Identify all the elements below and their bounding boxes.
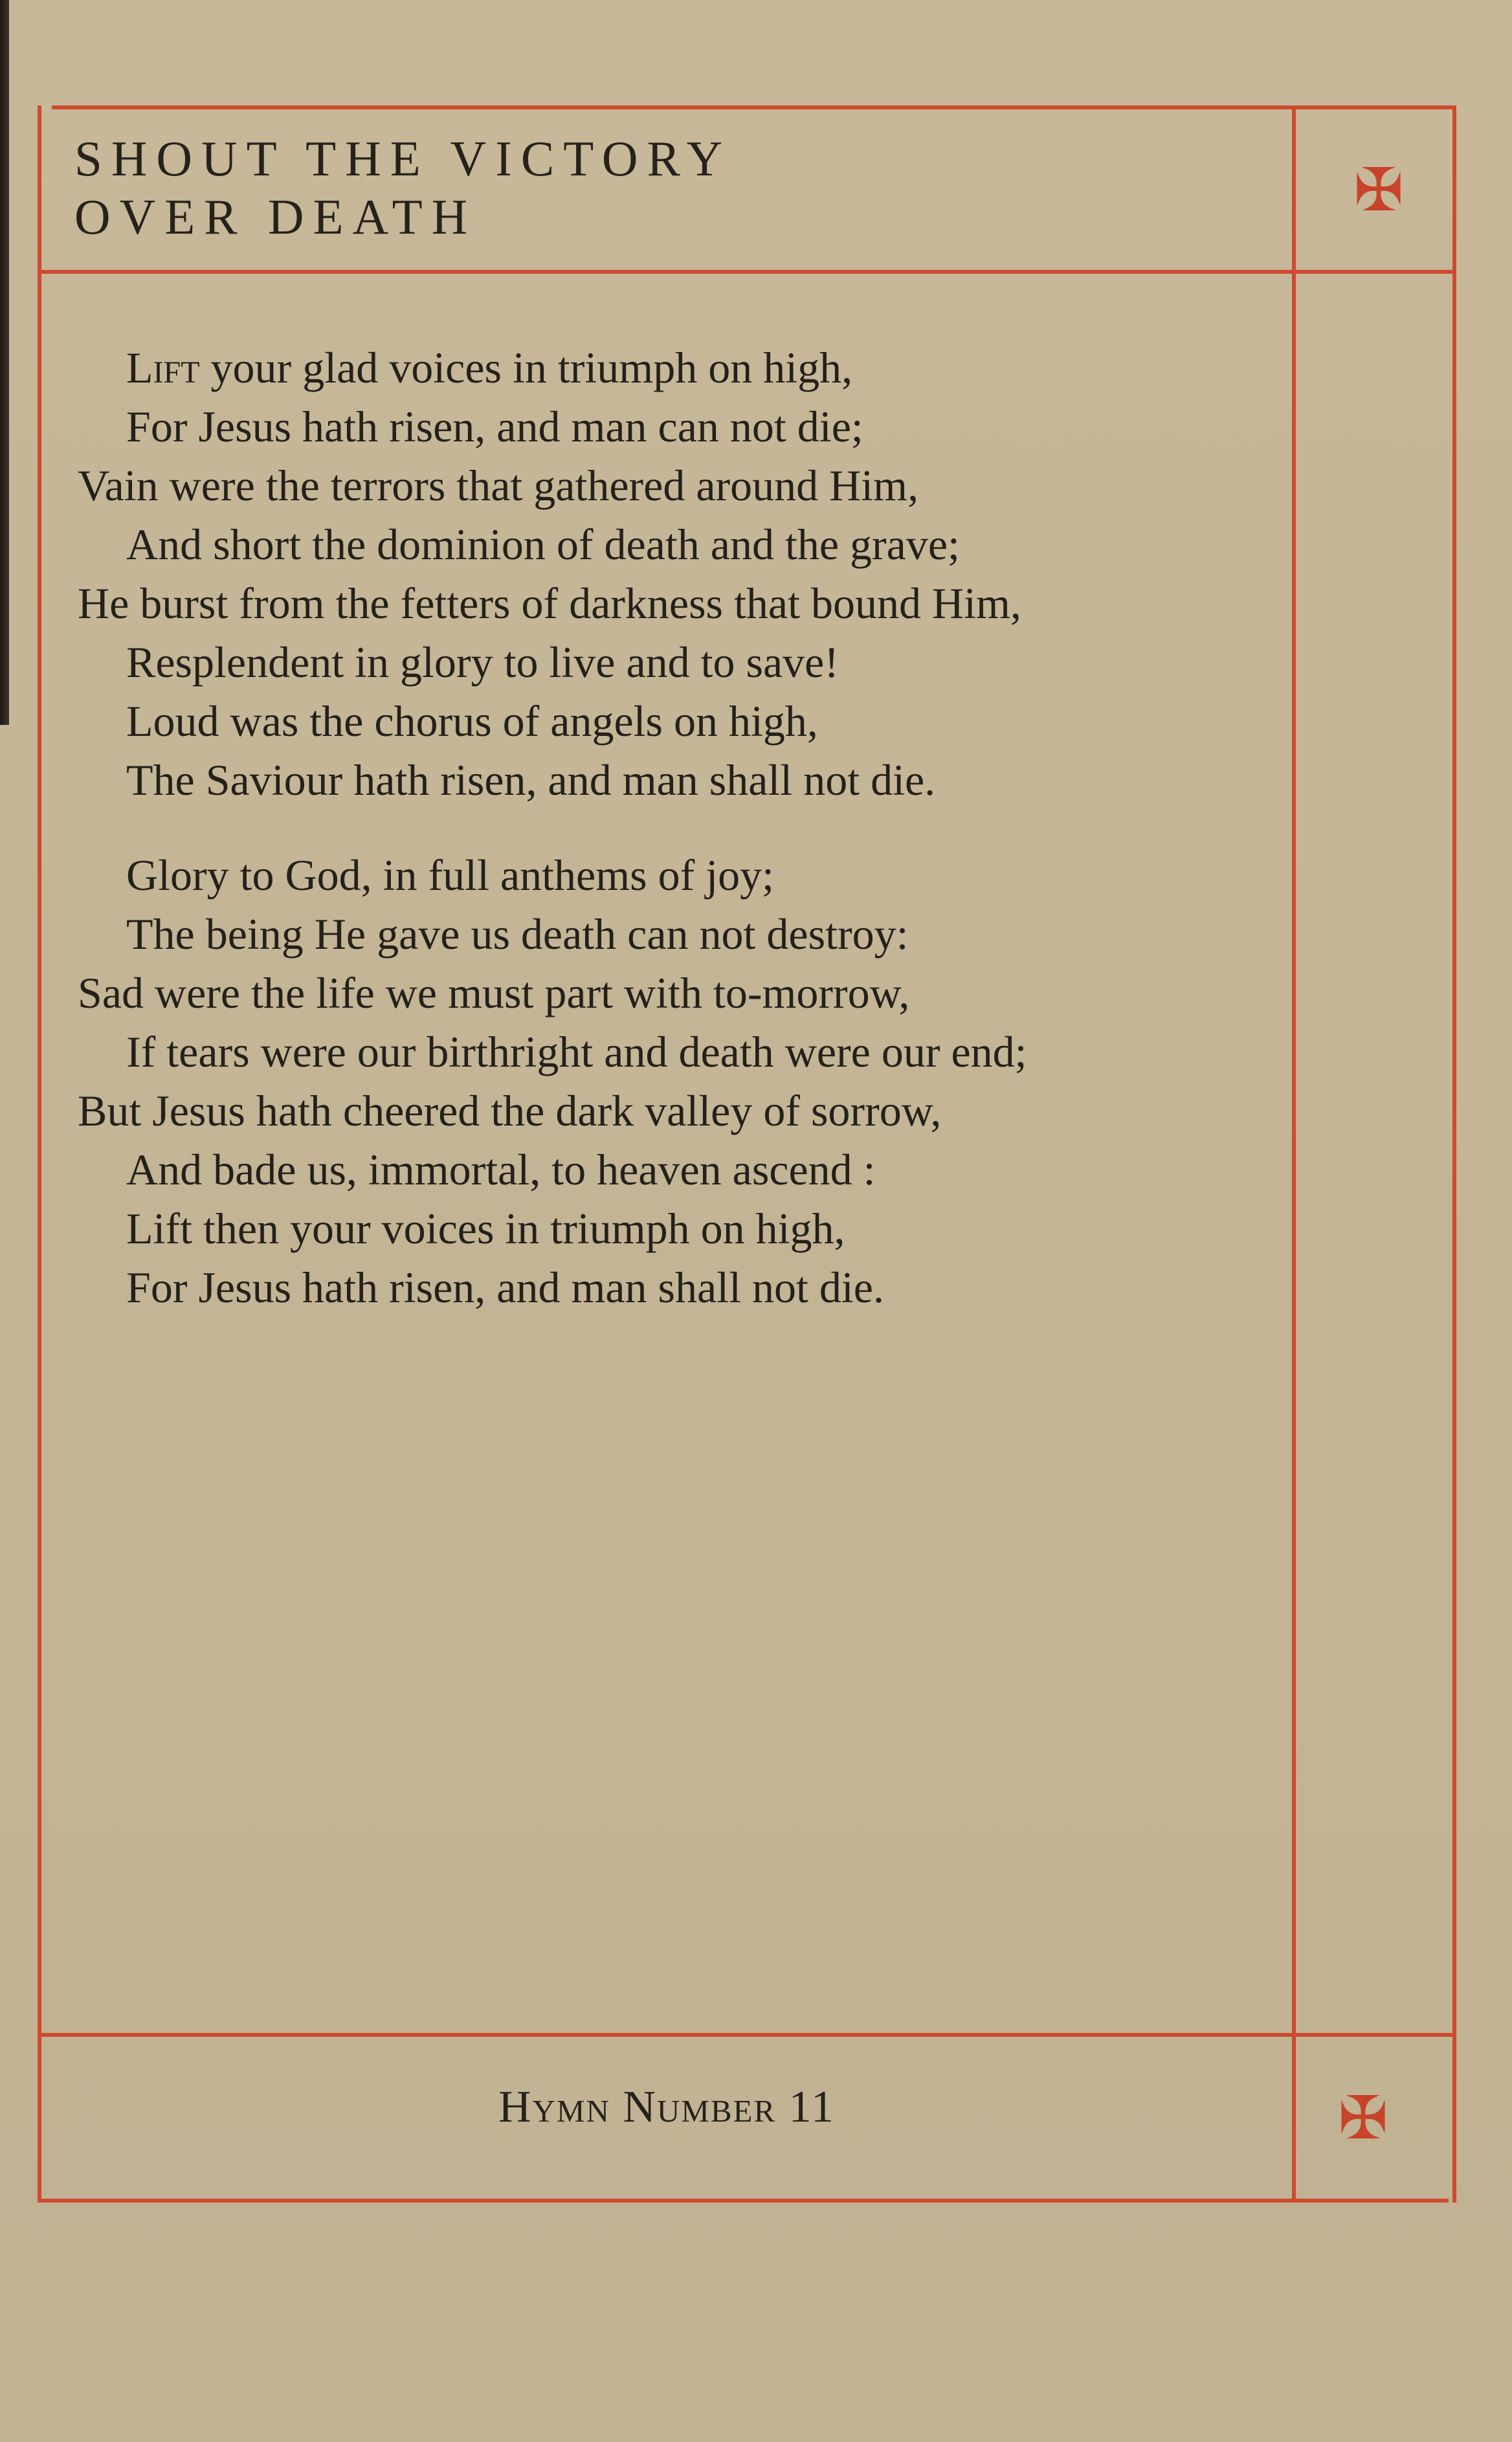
verse-line: For Jesus hath risen, and man shall not die. bbox=[126, 1263, 884, 1312]
verse-line: But Jesus hath cheered the dark valley of sorrow, bbox=[78, 1086, 942, 1135]
footer-divider-rule bbox=[38, 2033, 1452, 2037]
verse-line: Resplendent in glory to live and to save! bbox=[126, 638, 839, 687]
header-divider-rule bbox=[38, 270, 1456, 274]
verse-line: Vain were the terrors that gathered around Him, bbox=[78, 461, 919, 510]
maltese-cross-icon: ✠ bbox=[1353, 155, 1404, 225]
stanza-1 bbox=[78, 339, 1269, 810]
verse-line: If tears were our birthright and death were our end; bbox=[126, 1027, 1027, 1076]
maltese-cross-icon: ✠ bbox=[1338, 2083, 1388, 2153]
verse-line: He burst from the fetters of darkness that bound Him, bbox=[78, 579, 1021, 628]
verse-line: And bade us, immortal, to heaven ascend : bbox=[126, 1145, 876, 1194]
hymn-number-label: Hymn Number 11 bbox=[498, 2082, 836, 2132]
verse-line: Sad were the life we must part with to-morrow, bbox=[78, 968, 910, 1017]
page-title bbox=[74, 129, 1227, 246]
verse-line: Glory to God, in full anthems of joy; bbox=[126, 850, 775, 900]
verse-line bbox=[78, 339, 1269, 397]
title-line-2: OVER DEATH bbox=[74, 189, 477, 245]
verse-line: Loud was the chorus of angels on high, bbox=[126, 696, 818, 746]
binding-edge bbox=[0, 0, 9, 725]
border-bottom-rule bbox=[38, 2199, 1449, 2203]
verse-line-text: your glad voices in triumph on high, bbox=[199, 343, 853, 392]
verse-line: Lift then your voices in triumph on high, bbox=[126, 1204, 845, 1253]
verse-line: And short the dominion of death and the grave; bbox=[126, 520, 960, 569]
border-right-rule bbox=[1452, 105, 1456, 2203]
border-left-rule bbox=[38, 105, 41, 2203]
border-top-rule bbox=[52, 105, 1456, 109]
hymn-text bbox=[78, 339, 1269, 1353]
verse-line: The being He gave us death can not destroy: bbox=[126, 909, 909, 959]
verse-line: The Saviour hath risen, and man shall not die. bbox=[126, 755, 936, 805]
stanza-2 bbox=[78, 846, 1269, 1317]
title-line-1: SHOUT THE VICTORY bbox=[74, 131, 732, 186]
lead-word: Lift bbox=[126, 343, 200, 392]
margin-column-rule bbox=[1292, 105, 1296, 2203]
verse-line: For Jesus hath risen, and man can not die; bbox=[126, 402, 863, 451]
